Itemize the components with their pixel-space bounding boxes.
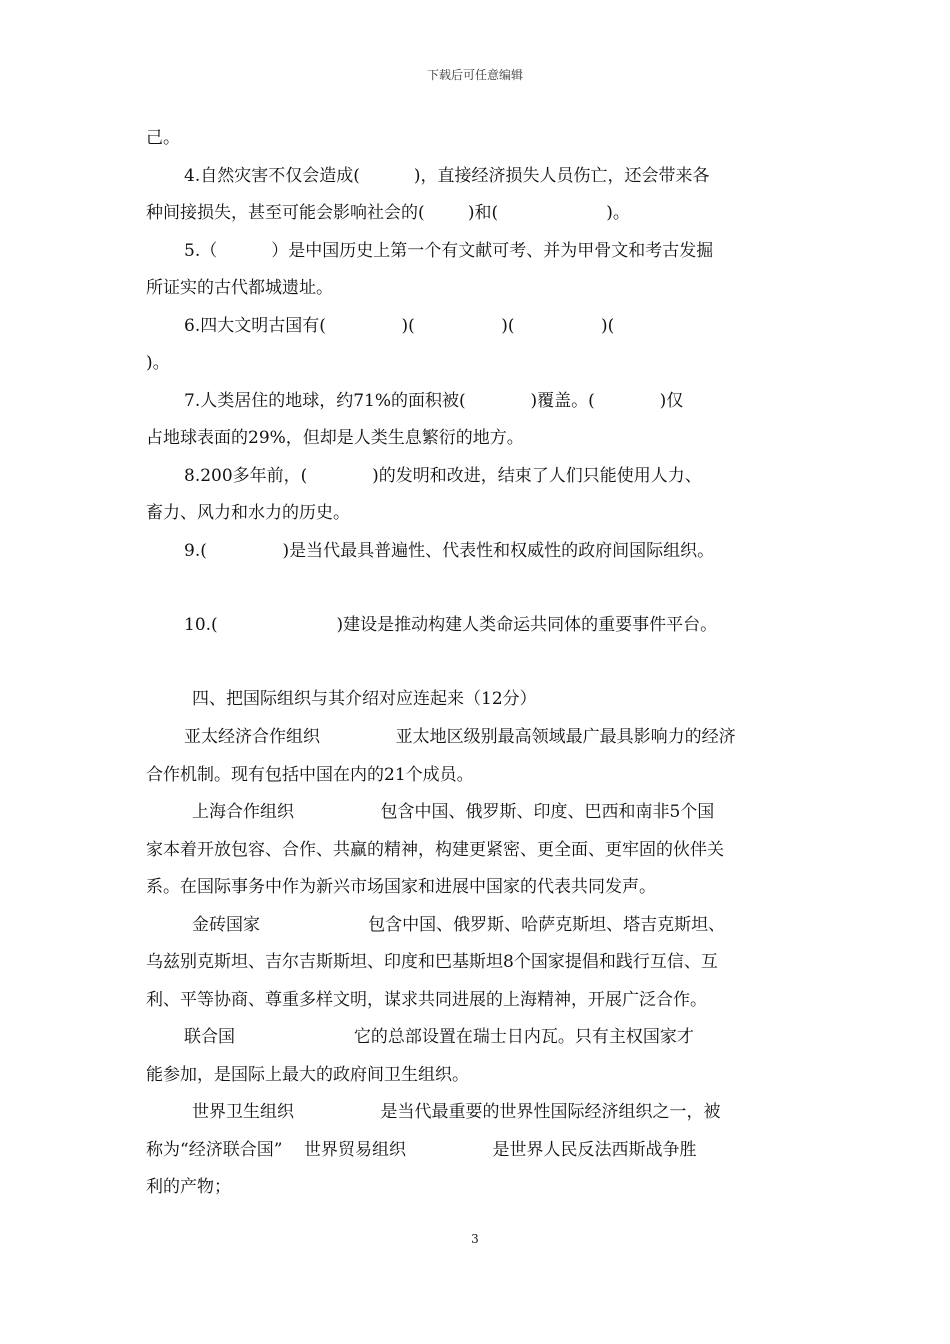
text-line: 10.( )建设是推动构建人类命运共同体的重要事件平台。 — [184, 615, 718, 635]
text-line: 占地球表面的29%，但却是人类生息繁衍的地方。 — [146, 428, 524, 448]
text-line: 称为“经济联合国” 世界贸易组织 是世界人民反法西斯战争胜 — [146, 1140, 697, 1160]
text-line: 所证实的古代都城遗址。 — [146, 278, 333, 298]
page-header: 下载后可任意编辑 — [426, 68, 523, 82]
text-line: 4.自然灾害不仅会造成( )，直接经济损失人员伤亡，还会带来各 — [184, 166, 710, 186]
text-line: 世界卫生组织 是当代最重要的世界性国际经济组织之一，被 — [192, 1102, 721, 1122]
text-line: 能参加，是国际上最大的政府间卫生组织。 — [146, 1065, 469, 1085]
section-heading: 四、把国际组织与其介绍对应连起来（12分） — [192, 689, 537, 709]
text-line: 5.（ ）是中国历史上第一个有文献可考、并为甲骨文和考古发掘 — [184, 241, 714, 261]
text-line: 金砖国家 包含中国、俄罗斯、哈萨克斯坦、塔吉克斯坦、 — [192, 915, 726, 935]
text-line: 联合国 它的总部设置在瑞士日内瓦。只有主权国家才 — [184, 1027, 694, 1047]
text-line: 上海合作组织 包含中国、俄罗斯、印度、巴西和南非5个国 — [192, 802, 715, 822]
text-line: 己。 — [146, 128, 180, 148]
text-line: 6.四大文明古国有( )( )( )( — [184, 316, 615, 336]
text-line: 利的产物； — [146, 1177, 231, 1197]
text-line: 8.200多年前，( )的发明和改进，结束了人们只能使用人力、 — [184, 466, 702, 486]
text-line: 乌兹别克斯坦、吉尔吉斯斯坦、印度和巴基斯坦8个国家提倡和践行互信、互 — [146, 952, 718, 972]
page-number: 3 — [471, 1232, 479, 1246]
text-line: 亚太经济合作组织 亚太地区级别最高领域最广最具影响力的经济 — [184, 727, 736, 747]
text-line: 家本着开放包容、合作、共赢的精神，构建更紧密、更全面、更牢固的伙伴关 — [146, 840, 724, 860]
text-line: 9.( )是当代最具普遍性、代表性和权威性的政府间国际组织。 — [184, 541, 715, 561]
text-line: 7.人类居住的地球，约71%的面积被( )覆盖。( )仅 — [184, 391, 684, 411]
text-line: 系。在国际事务中作为新兴市场国家和进展中国家的代表共同发声。 — [146, 877, 656, 897]
text-line: )。 — [146, 353, 170, 373]
text-line: 种间接损失，甚至可能会影响社会的( )和( )。 — [146, 203, 630, 223]
text-line: 畜力、风力和水力的历史。 — [146, 503, 350, 523]
text-line: 合作机制。现有包括中国在内的21个成员。 — [146, 765, 474, 785]
text-line: 利、平等协商、尊重多样文明，谋求共同进展的上海精神，开展广泛合作。 — [146, 990, 707, 1010]
